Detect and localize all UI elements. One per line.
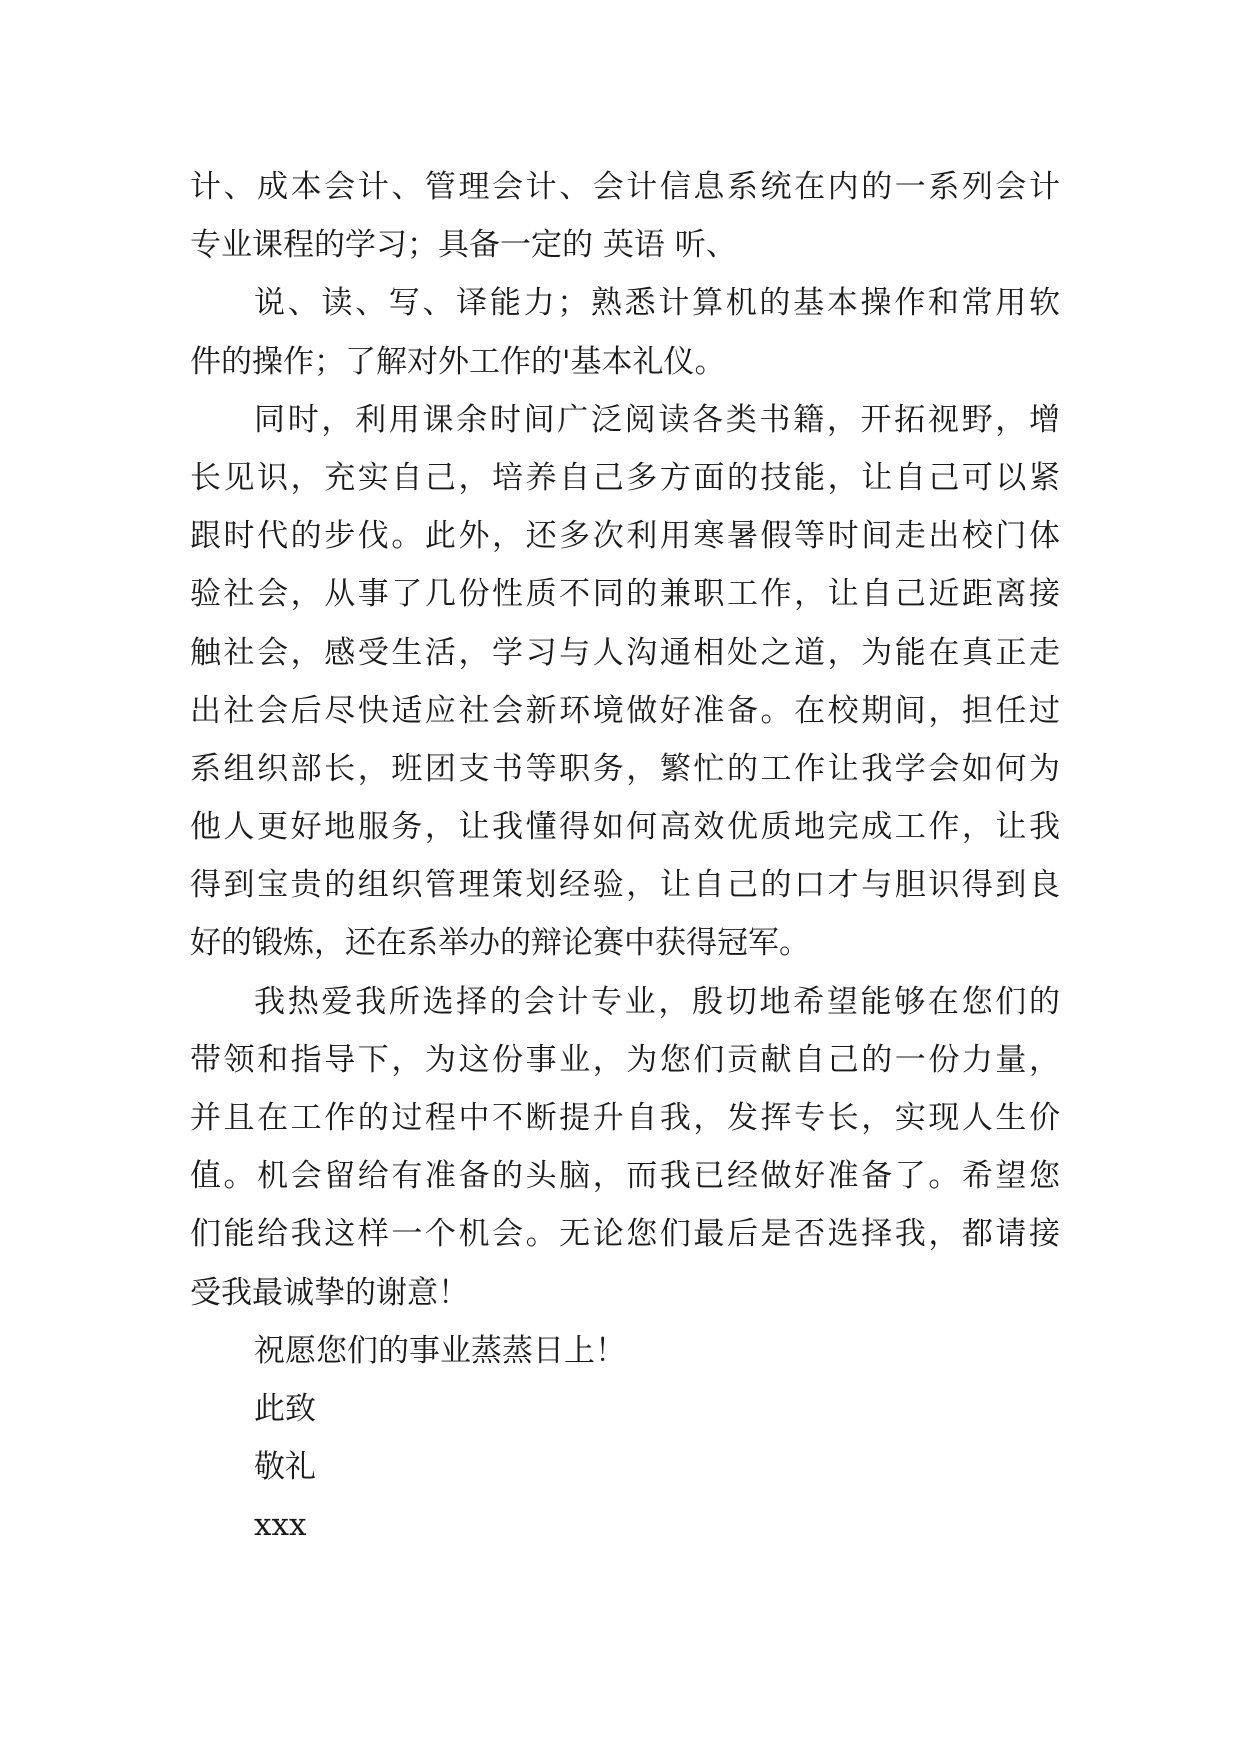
- paragraph-line: 说、读、写、译能力；熟悉计算机的基本操作和常用软: [254, 285, 1060, 322]
- paragraph-line: 系组织部长，班团支书等职务，繁忙的工作让我学会如何为: [190, 750, 1060, 787]
- signature: xxx: [254, 1507, 307, 1544]
- paragraph-line: 计、成本会计、管理会计、会计信息系统在内的一系列会计: [190, 169, 1060, 205]
- paragraph-line: 验社会，从事了几份性质不同的兼职工作，让自己近距离接: [190, 576, 1060, 613]
- paragraph-line: 带领和指导下，为这份事业，为您们贡献自己的一份力量，: [190, 1041, 1060, 1078]
- paragraph-line: 同时，利用课余时间广泛阅读各类书籍，开拓视野，增: [254, 401, 1060, 438]
- paragraph-line: 他人更好地服务，让我懂得如何高效优质地完成工作，让我: [190, 809, 1060, 846]
- paragraph-line: 长见识，充实自己，培养自己多方面的技能，让自己可以紧: [190, 459, 1060, 496]
- paragraph-line: 受我最诚挚的谢意！: [190, 1274, 469, 1311]
- closing-salutation-1: 此致: [254, 1390, 316, 1427]
- paragraph-line: 触社会，感受生活，学习与人沟通相处之道，为能在真正走: [190, 634, 1060, 671]
- paragraph-line: 我热爱我所选择的会计专业，殷切地希望能够在您们的: [254, 983, 1060, 1020]
- paragraph-line: 并且在工作的过程中不断提升自我，发挥专长，实现人生价: [190, 1100, 1060, 1136]
- paragraph-4: [190, 973, 1060, 1322]
- paragraph-3: [190, 391, 1060, 973]
- paragraph-line: 件的操作；了解对外工作的'基本礼仪。: [190, 343, 726, 380]
- paragraph-2: [190, 274, 1060, 390]
- paragraph-line: 专业课程的学习；具备一定的 英语 听、: [190, 227, 737, 264]
- letter-body: [190, 158, 1060, 1555]
- paragraph-line: 值。机会留给有准备的头脑，而我已经做好准备了。希望您: [190, 1158, 1060, 1195]
- closing-wish: 祝愿您们的事业蒸蒸日上！: [254, 1332, 626, 1369]
- paragraph-1: [190, 158, 1060, 274]
- paragraph-line: 好的锻炼，还在系举办的辩论赛中获得冠军。: [190, 925, 810, 962]
- paragraph-line: 出社会后尽快适应社会新环境做好准备。在校期间，担任过: [190, 692, 1060, 729]
- paragraph-line: 们能给我这样一个机会。无论您们最后是否选择我，都请接: [190, 1216, 1060, 1253]
- closing-salutation-2: 敬礼: [254, 1449, 316, 1486]
- paragraph-line: 得到宝贵的组织管理策划经验，让自己的口才与胆识得到良: [190, 867, 1060, 904]
- paragraph-line: 跟时代的步伐。此外，还多次利用寒暑假等时间走出校门体: [190, 518, 1060, 555]
